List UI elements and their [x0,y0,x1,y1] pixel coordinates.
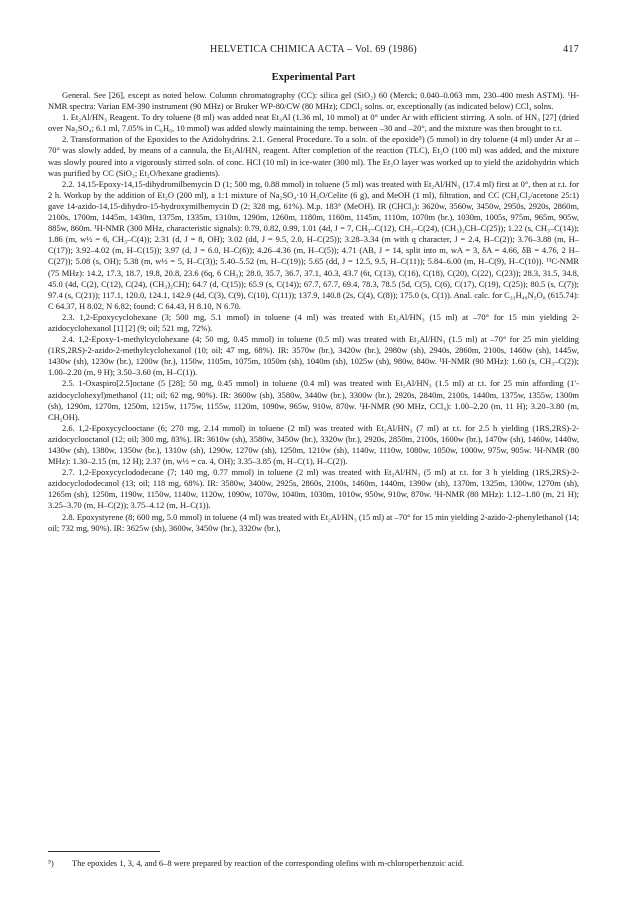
paragraph-2-5: 2.5. 1-Oxaspiro[2.5]octane (5 [28]; 50 mg, 0.45 mmol) in toluene (0.4 ml) was treated with Et₂Al/HN₃ (1.5 ml) at r.t. for 25 min affording (1′-azidocyclohexyl)methanol (11; oil; 62 mg, 90%). IR: 3600w (sh), 3580w, 3440w (br.), 3300w (br.), 2920s, 2840m, 2100s, 1440m, 1375w, 1355w, 1300m (sh), 1290m, 1270m, 1250m, 1215w, 1175w, 1155w, 1120m, 1090w, 965w, 910w, 870w. ¹H-NMR (90 MHz, CCl₄): 1.00–2.20 (m, 11 H); 3.20–3.80 (m, CH₂OH). [48,378,579,422]
footnote-mark: ⁵) [48,858,54,868]
paragraph-2-7: 2.7. 1,2-Epoxycyclododecane (7; 140 mg, 0.77 mmol) in toluene (2 ml) was treated with Et₂Al/HN₃ (5 ml) at r.t. for 3 h yielding (1RS,2RS)-2-azidocyclododecanol (13; oil; 118 mg, 68%). IR: 3580w, 3400w, 2925s, 2860s, 2100s, 1460m, 1440m, 1390w (sh), 1370m, 1325m, 1300w, 1270m (sh), 1265m (sh), 1250m, 1190w, 1150w, 1140w, 1120w, 1090w, 1070w, 1040m, 1030m, 1010w, 950w, 910w, 870w. ¹H-NMR (80 MHz): 1.12–1.80 (m, 21 H); 3.25–3.70 (m, H–C(2)); 3.75–4.12 (m, H–C(1)). [48,467,579,511]
body-text [48,90,579,534]
section-title: Experimental Part [271,72,356,83]
paragraph-general: General. See [26], except as noted below. Column chromatography (CC): silica gel (SiO₂) 60 (Merck; 0.040–0.063 mm, 230–400 mesh ASTM). ¹H-NMR spectra: Varian EM-390 instrument (90 MHz) or Bruker WP-80/CW (80 MHz); CDCl₃ solns. or, exceptionally (as indicated below) CCl₄ solns. [48,90,579,112]
footnote-text: The epoxides 1, 3, 4, and 6–8 were prepared by reaction of the corresponding olefins with m-chloroperbenzoic acid. [72,858,464,868]
paragraph-2-2: 2.2. 14,15-Epoxy-14,15-dihydromilbemycin D (1; 500 mg, 0.88 mmol) in toluene (5 ml) was treated with Et₂Al/HN₃ (17.4 ml) first at 0°, then at r.t. for 2 h. Workup by the addition of Et₂O (200 ml), a 1:1 mixture of Na₂SO₄·10 H₂O/Celite (6 g), and MeOH (1 ml), filtration, and CC (CH₂Cl₂/acetone 25:1) gave 14-azido-14,15-dihydro-15-hydroxymilbemycin D (2; 328 mg, 61%). M.p. 183° (MeOH). IR (CHCl₃): 3620w, 3560w, 3450w, 2950s, 2920s, 2860m, 2100s, 1700m, 1445m, 1430m, 1375m, 1335m, 1310m, 1290m, 1260m, 1180m, 1160m, 1145m, 1110m, 1070m (br.), 1030m, 1005s, 975m, 965m, 905w, 885w, 860m. ¹H-NMR (300 MHz, characteristic signals): 0.79, 0.82, 0.99, 1.01 (4d, J = 7, CH₃–C(12), CH₃–C(24), (CH₃)₂CH–C(25)); 1.22 (s, CH₃–C(14)); 1.86 (m, w½ = 6, CH₃–C(4)); 2.31 (d, J = 8, OH); 3.02 (dd, J = 9.5, 2.0, H–C(25)); 3.28–3.34 (m with q character, J = 2.4, H–C(2)); 3.76–3.88 (m, H–C(17)); 3.92–4.02 (m, H–C(15)); 3.97 (d, J = 6.0, H–C(6)); 4.26–4.36 (m, H–C(5)); 4.71 (AB, J = 14, split into m, wA = 3, δA = 4.66, δB = 4.76, 2 H–C(27)); 5.08 (s, OH); 5.38 (m, w½ = 5, H–C(3)); 5.40–5.52 (m, H–C(19)); 5.65 (dd, J = 12.5, 9.5, H–C(11)); 5.84–6.00 (m, H–C(9), H–C(10)). ¹³C-NMR (75 MHz): 14.2, 17.3, 18.7, 19.8, 20.8, 23.6 (6q, 6 CH₃); 28.0, 35.7, 36.7, 37.1, 40.3, 43.7 (6t, C(13), C(16), C(18), C(20), C(22), C(23)); 28.3, 31.5, 34.8, 45.0 (4d, C(2), C(12), C(24), (CH₃)₂CH); 64.7 (d, C(15)); 65.9 (s, C(14)); 67.7, 67.7, 69.4, 78.3, 78.5 (5d, C(5), C(6), C(17), C(19), C(25)); 80.5 (s, C(7)); 97.4 (s, C(21)); 117.1, 120.0, 124.1, 142.9 (4d, C(3), C(9), C(10), C(11)); 137.9, 140.8 (2s, C(4), C(8)); 175.0 (s, C(1)). Anal. calc. for C₃₃H₄₉N₃O₈ (615.74): C 64.37, H 8.02, N 6.82; found: C 64.43, H 8.10, N 6.70. [48,178,579,311]
footnote-divider [48,851,160,852]
paragraph-reagent: 1. Et₂Al/HN₃ Reagent. To dry toluene (8 ml) was added neat Et₃Al (1.36 ml, 10 mmol) at 0° under Ar with efficient stirring. A soln. of HN₃ [27] (dried over Na₂SO₄; 6.1 ml, 7.05% in C₆H₆, 10 mmol) was added slowly maintaining the temp. between –30 and –20°, and the mixture was then brought to r.t. [48,112,579,134]
paragraph-2-8: 2.8. Epoxystyrene (8; 600 mg, 5.0 mmol) in toluene (4 ml) was treated with Et₂Al/HN₃ (15 ml) at –70° for 15 min yielding 2-azido-2-phenylethanol (14; oil; 732 mg, 90%). IR: 3625w (sh), 3600w, 3450w (br.), 3320w (br.), [48,511,579,533]
paragraph-2-3: 2.3. 1,2-Epoxycyclohexane (3; 500 mg, 5.1 mmol) in toluene (4 ml) was treated with Et₂Al/HN₃ (15 ml) at –70° for 15 min yielding 2-azidocyclohexanol [1] [2] (9; oil; 521 mg, 72%). [48,311,579,333]
page-number: 417 [563,44,579,55]
journal-title: HELVETICA CHIMICA ACTA – Vol. 69 (1986) [209,44,418,55]
paragraph-2-4: 2.4. 1,2-Epoxy-1-methylcyclohexane (4; 50 mg, 0.45 mmol) in toluene (0.5 ml) was treated with Et₂Al/HN₃ (1.5 ml) at –70° for 25 min yielding (1RS,2RS)-2-azido-2-methylcyclohexanol (10; oil; 47 mg, 68%). IR: 3570w (br.), 3420w (br.), 2980w (sh), 2940s, 2860m, 2100s, 1460w (sh), 1445w, 1430w (sh), 1230w (br.), 1200w (br.), 1150w, 1105m, 1075m, 1050m (sh), 1040m (sh), 1025w (sh), 980w, 840w. ¹H-NMR (90 MHz): 1.60 (s, CH₃–C(2)); 1.00–2.20 (m, 9 H); 3.50–3.60 (m, H–C(1)). [48,334,579,378]
paragraph-general-procedure: 2. Transformation of the Epoxides to the Azidohydrins. 2.1. General Procedure. To a soln. of the epoxide⁵) (5 mmol) in dry toluene (4 ml) under Ar at –70° was slowly added, by means of a cannula, the Et₂Al/HN₃ reagent. After completion of the reaction (TLC), Et₂O (100 ml) was added, and the mixture was slowly poured into a vigorously stirred soln. of conc. HCl (10 ml) in ice-water (300 ml). The Et₂O layer was worked up to yield the azidohydrin which was purified by CC (SiO₂; Et₂O/hexane gradients). [48,134,579,178]
footnote [48,858,579,869]
running-header [48,44,579,58]
paragraph-2-6: 2.6. 1,2-Epoxycyclooctane (6; 270 mg, 2.14 mmol) in toluene (2 ml) was treated with Et₂Al/HN₃ (7 ml) at r.t. for 2.5 h yielding (1RS,2RS)-2-azidocyclooctanol (12; oil; 300 mg, 83%). IR: 3610w (sh), 3580w, 3450w (br.), 3320w (br.), 2920s, 2850m, 2100s, 1600w (br.), 1470w (sh), 1460w, 1440w, 1430w (sh), 1380w, 1350w (br.), 1310w (sh), 1290w, 1270w (sh), 1250m, 1210w (sh), 1140w, 1110w, 1080w, 1050w, 1000w, 975w, 905w. ¹H-NMR (80 MHz): 1.30–2.15 (m, 12 H); 2.37 (m, w½ = ca. 4, OH); 3.35–3.85 (m, H–C(1), H–C(2)). [48,422,579,467]
